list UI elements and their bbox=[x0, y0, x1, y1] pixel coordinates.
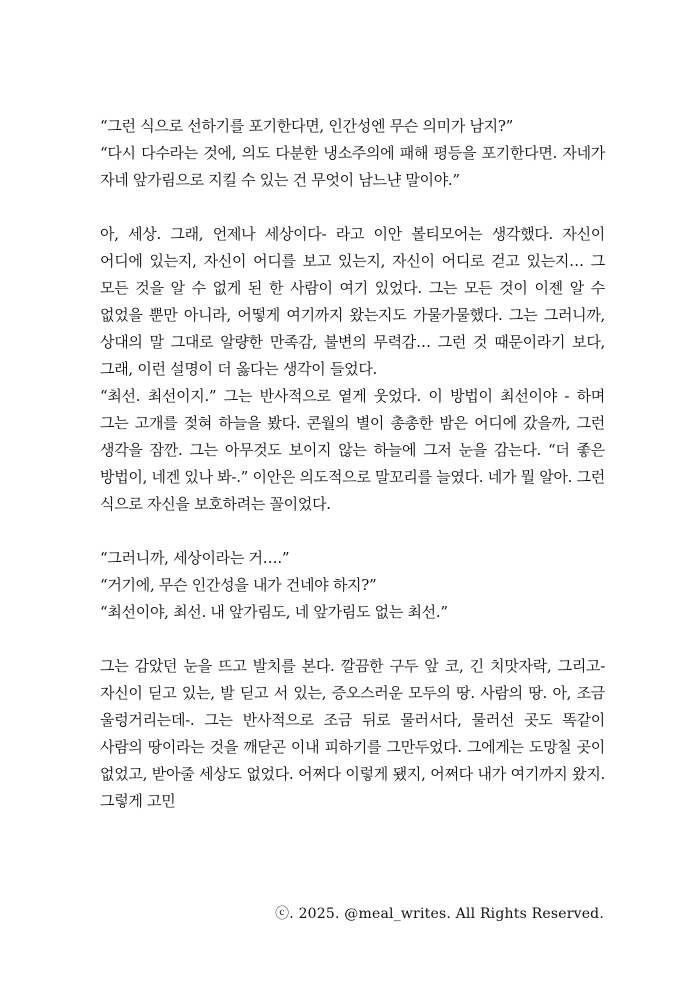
dialogue-line: “다시 다수라는 것에, 의도 다분한 냉소주의에 패해 평등을 포기한다면. 자네가 자네 앞가림으로 지킬 수 있는 건 무엇이 남느냔 말이야.” bbox=[100, 144, 605, 189]
body-text bbox=[100, 113, 605, 815]
blank-line bbox=[100, 626, 605, 653]
narration-paragraph: “최선. 최선이지.” 그는 반사적으로 옅게 웃었다. 이 방법이 최선이야 - 하며 그는 고개를 젖혀 하늘을 봤다. 콘월의 별이 총총한 밤은 어디에 갔을까, 그런 생각을 잠깐. 그는 아무것도 보이지 않는 하늘에 그저 눈을 감는다. “더 좋은 방법이, 네겐 있나 봐-.” 이안은 의도적으로 말꼬리를 늘였다. 네가 뭘 알아. 그런 식으로 자신을 보호하려는 꼴이었다. bbox=[100, 387, 605, 513]
narration-paragraph: 아, 세상. 그래, 언제나 세상이다- 라고 이안 볼티모어는 생각했다. 자신이 어디에 있는지, 자신이 어디를 보고 있는지, 자신이 어디로 걷고 있는지… 그 모든 것을 알 수 없게 된 한 사람이 여기 있었다. 그는 모든 것이 이젠 알 수 없었을 뿐만 아니라, 어떻게 여기까지 왔는지도 가물가물했다. 그는 그러니까, 상대의 말 그대로 알량한 만족감, 불변의 무력감… 그런 것 때문이라기 보다, 그래, 이런 설명이 더 옳다는 생각이 들었다. bbox=[100, 225, 605, 378]
blank-line bbox=[100, 518, 605, 545]
dialogue-line: “최선이야, 최선. 내 앞가림도, 네 앞가림도 없는 최선.” bbox=[100, 603, 448, 621]
dialogue-line: “거기에, 무슨 인간성을 내가 건네야 하지?” bbox=[100, 576, 377, 594]
blank-line bbox=[100, 194, 605, 221]
dialogue-line: “그러니까, 세상이라는 거….” bbox=[100, 549, 290, 567]
copyright-footer: ⓒ. 2025. @meal_writes. All Rights Reserved. bbox=[275, 906, 604, 922]
narration-paragraph: 그는 감았던 눈을 뜨고 발치를 본다. 깔끔한 구두 앞 코, 긴 치맛자락, 그리고- 자신이 딛고 있는, 발 딛고 서 있는, 증오스러운 모두의 땅. 사람의 땅. 아, 조금 울렁거리는데-. 그는 반사적으로 조금 뒤로 물러서다, 물러선 곳도 똑같이 사람의 땅이라는 것을 깨닫곤 이내 피하기를 그만두었다. 그에게는 도망칠 곳이 없었고, 받아줄 세상도 없었다. 어쩌다 이렇게 됐지, 어쩌다 내가 여기까지 왔지. 그렇게 고민 bbox=[100, 657, 605, 810]
dialogue-line: “그런 식으로 선하기를 포기한다면, 인간성엔 무슨 의미가 남지?” bbox=[100, 117, 513, 135]
